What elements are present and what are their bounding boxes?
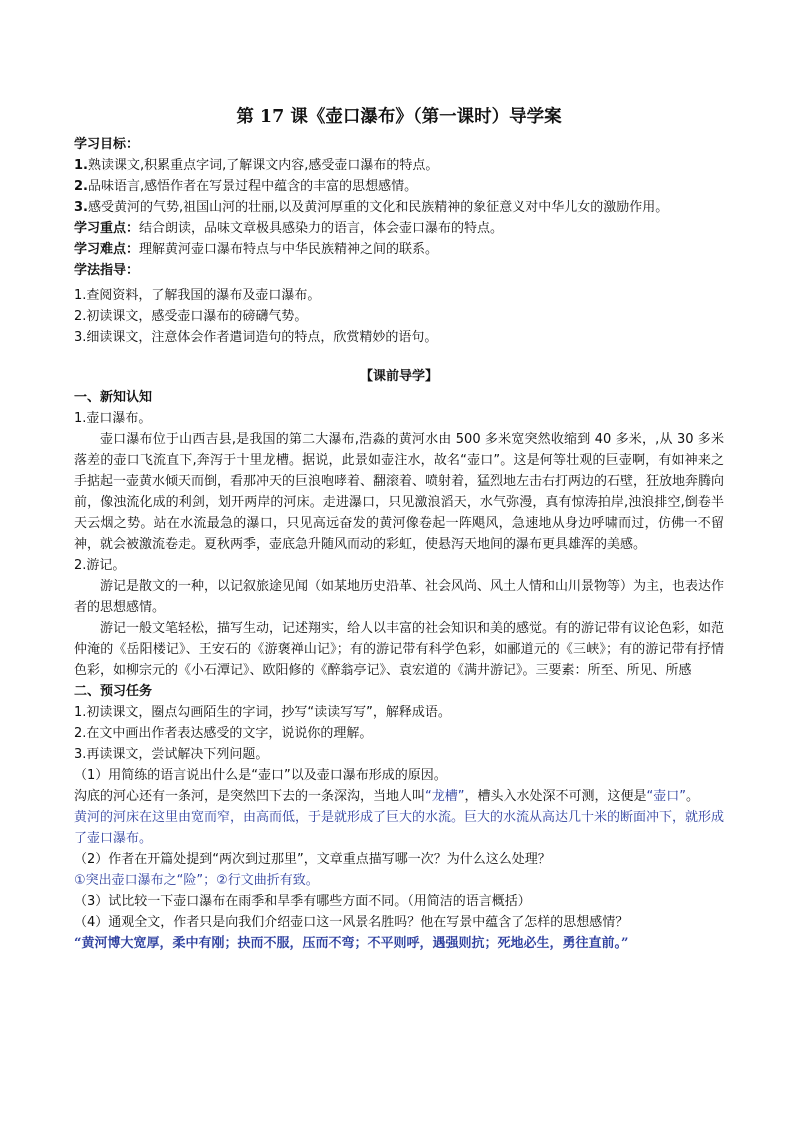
difficulty-label: 学习难点： [74, 242, 140, 257]
goal-num: 1. [74, 158, 88, 173]
method-item: 1.查阅资料，了解我国的瀑布及壶口瀑布。 [74, 288, 321, 303]
goal-item-2 [74, 176, 724, 197]
key-point-text: 结合朗读，品味文章极具感染力的语言，体会壶口瀑布的特点。 [139, 221, 504, 236]
goal-num: 3. [74, 200, 88, 215]
question-3: （3）试比较一下壶口瀑布在雨季和旱季有哪些方面不同。（用简洁的语言概括） [74, 894, 531, 909]
method-heading: 学法指导： [74, 263, 140, 278]
item2-title: 2.游记。 [74, 558, 126, 573]
goal-text: 品味语言,感悟作者在写景过程中蕴含的丰富的思想感情。 [87, 179, 418, 194]
goal-item-1 [74, 155, 724, 176]
method-item: 3.细读课文，注意体会作者遣词造句的特点，欣赏精妙的语句。 [74, 330, 438, 345]
goal-text: 熟读课文,积累重点字词,了解课文内容,感受壶口瀑布的特点。 [87, 158, 439, 173]
item2-paragraph-2: 游记一般文笔轻松，描写生动，记述翔实，给人以丰富的社会知识和美的感觉。有的游记带有议论色彩，如范仲淹的《岳阳楼记》、王安石的《游褒禅山记》；有的游记带有科学色彩，如郦道元的《三峡》；有的游记带有抒情色彩，如柳宗元的《小石潭记》、欧阳修的《醉翁亭记》、袁宏道的《满井游记》。三要素：所至、所见、所感 [74, 621, 725, 678]
goal-num: 2. [74, 179, 88, 194]
item2-paragraph-1: 游记是散文的一种，以记叙旅途见闻（如某地历史沿革、社会风尚、风土人情和山川景物等）为主，也表达作者的思想感情。 [74, 579, 725, 615]
item1-title: 1.壶口瀑布。 [74, 411, 152, 426]
question-2: （2）作者在开篇处提到“两次到过那里”，文章重点描写哪一次？为什么这么处理？ [74, 852, 551, 867]
answer-text: ，槽头入水处深不可测，这便是 [464, 789, 647, 804]
goals-heading: 学习目标： [74, 137, 140, 152]
answer-highlight: “壶口” [646, 789, 686, 804]
key-point-label: 学习重点： [74, 221, 140, 236]
task-item: 3.再读课文，尝试解决下列问题。 [74, 747, 269, 762]
answer-1a [74, 786, 724, 807]
question-1: （1）用简练的语言说出什么是“壶口”以及壶口瀑布形成的原因。 [74, 768, 447, 783]
question-4: （4）通观全文，作者只是向我们介绍壶口这一风景名胜吗？他在写景中蕴含了怎样的思想感情？ [74, 915, 629, 930]
answer-4: “黄河博大宽厚，柔中有刚；抉而不服，压而不弯；不平则呼，遇强则抗；死地必生，勇往直前。” [74, 936, 629, 951]
task-item: 1.初读课文，圈点勾画陌生的字词，抄写“读读写写”，解释成语。 [74, 705, 451, 720]
method-item: 2.初读课文，感受壶口瀑布的磅礴气势。 [74, 309, 308, 324]
part2-heading: 二、预习任务 [74, 684, 153, 699]
page-title: 第 17 课《壶口瀑布》（第一课时）导学案 [236, 107, 562, 127]
section-heading-preclass: 【课前导学】 [359, 369, 438, 384]
part1-heading: 一、新知认知 [74, 390, 153, 405]
answer-2: ①突出壶口瀑布之“险”；②行文曲折有致。 [74, 873, 319, 888]
goal-text: 感受黄河的气势,祖国山河的壮丽,以及黄河厚重的文化和民族精神的象征意义对中华儿女的激励作用。 [87, 200, 669, 215]
goal-item-3 [74, 197, 724, 218]
difficulty [74, 239, 724, 260]
answer-highlight: “龙槽” [425, 789, 465, 804]
item1-paragraph: 壶口瀑布位于山西吉县,是我国的第二大瀑布,浩淼的黄河水由 500 多米宽突然收缩到 40 多米，,从 30 多米落差的壶口飞流直下,奔泻于十里龙槽。据说，此景如壶注水，故名“壶口”。这是何等壮观的巨壶啊，有如神来之手掂起一壶黄水倾天而倒，看那冲天的巨浪咆哮着、翻滚着、喷射着，猛烈地左击右打两边的石壁，狂放地奔腾向前，像浊流化成的利剑，划开两岸的河床。走进瀑口，只见激浪滔天，水气弥漫，真有惊涛拍岸,浊浪排空,倒卷半天云烟之势。站在水流最急的瀑口，只见高远奋发的黄河像卷起一阵飓风，急速地从身边呼啸而过，仿佛一不留神，就会被激流卷走。夏秋两季，壶底急升随风而动的彩虹，使悬泻天地间的瀑布更具雄浑的美感。 [74, 432, 725, 552]
answer-text: 沟底的河心还有一条河，是突然凹下去的一条深沟，当地人叫 [74, 789, 426, 804]
answer-1b: 黄河的河床在这里由宽而窄，由高而低，于是就形成了巨大的水流。巨大的水流从高达几十米的断面冲下，就形成了壶口瀑布。 [74, 810, 725, 846]
difficulty-text: 理解黄河壶口瀑布特点与中华民族精神之间的联系。 [139, 242, 439, 257]
key-point [74, 218, 724, 239]
answer-text: 。 [686, 789, 700, 804]
document-page [74, 104, 724, 954]
task-item: 2.在文中画出作者表达感受的文字，说说你的理解。 [74, 726, 373, 741]
